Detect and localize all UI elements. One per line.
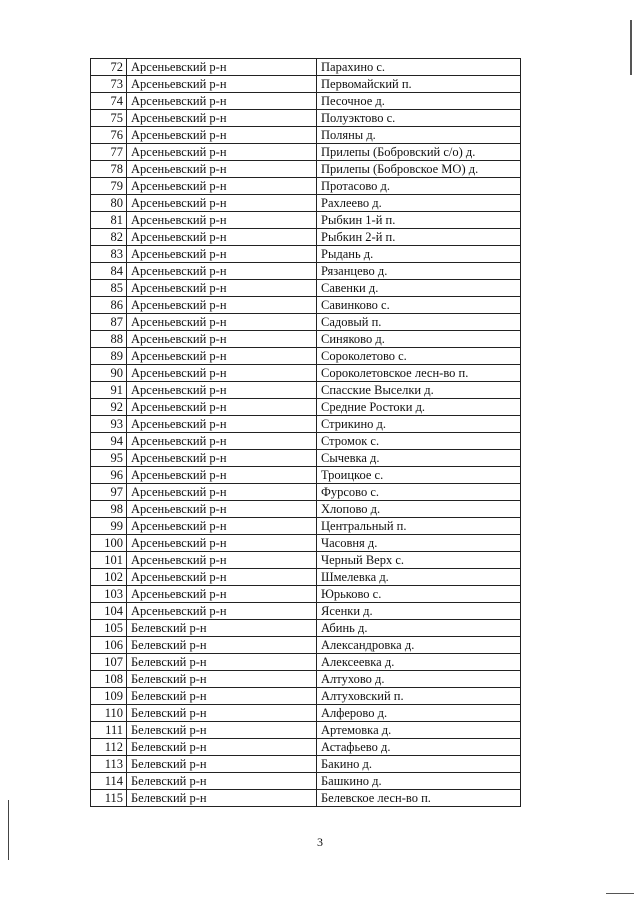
table-row bbox=[91, 773, 521, 790]
table-row bbox=[91, 705, 521, 722]
table-row bbox=[91, 450, 521, 467]
district-cell: Арсеньевский р-н bbox=[127, 552, 317, 569]
row-number-cell: 99 bbox=[91, 518, 127, 535]
district-cell: Арсеньевский р-н bbox=[127, 178, 317, 195]
district-cell: Арсеньевский р-н bbox=[127, 127, 317, 144]
table-row bbox=[91, 229, 521, 246]
settlement-cell: Спасские Выселки д. bbox=[317, 382, 521, 399]
table-row bbox=[91, 586, 521, 603]
settlement-cell: Рязанцево д. bbox=[317, 263, 521, 280]
district-cell: Арсеньевский р-н bbox=[127, 433, 317, 450]
settlement-cell: Центральный п. bbox=[317, 518, 521, 535]
table-row bbox=[91, 59, 521, 76]
table-row bbox=[91, 144, 521, 161]
table-row bbox=[91, 654, 521, 671]
district-cell: Арсеньевский р-н bbox=[127, 484, 317, 501]
table-row bbox=[91, 331, 521, 348]
district-cell: Арсеньевский р-н bbox=[127, 297, 317, 314]
district-cell: Арсеньевский р-н bbox=[127, 212, 317, 229]
table-row bbox=[91, 756, 521, 773]
table-row bbox=[91, 790, 521, 807]
settlement-cell: Артемовка д. bbox=[317, 722, 521, 739]
settlement-cell: Рахлеево д. bbox=[317, 195, 521, 212]
row-number-cell: 106 bbox=[91, 637, 127, 654]
table-row bbox=[91, 518, 521, 535]
settlement-cell: Первомайский п. bbox=[317, 76, 521, 93]
settlement-cell: Сороколетово с. bbox=[317, 348, 521, 365]
settlement-cell: Ясенки д. bbox=[317, 603, 521, 620]
settlement-cell: Алферово д. bbox=[317, 705, 521, 722]
settlement-cell: Фурсово с. bbox=[317, 484, 521, 501]
table-row bbox=[91, 246, 521, 263]
row-number-cell: 85 bbox=[91, 280, 127, 297]
district-cell: Арсеньевский р-н bbox=[127, 263, 317, 280]
row-number-cell: 115 bbox=[91, 790, 127, 807]
settlement-cell: Сычевка д. bbox=[317, 450, 521, 467]
row-number-cell: 114 bbox=[91, 773, 127, 790]
settlement-cell: Алексеевка д. bbox=[317, 654, 521, 671]
settlement-cell: Протасово д. bbox=[317, 178, 521, 195]
table-row bbox=[91, 314, 521, 331]
table-row bbox=[91, 399, 521, 416]
row-number-cell: 77 bbox=[91, 144, 127, 161]
settlement-cell: Савенки д. bbox=[317, 280, 521, 297]
scan-margin-mark bbox=[8, 800, 9, 860]
table-row bbox=[91, 195, 521, 212]
scan-margin-mark bbox=[606, 893, 634, 894]
settlement-cell: Башкино д. bbox=[317, 773, 521, 790]
district-cell: Арсеньевский р-н bbox=[127, 450, 317, 467]
row-number-cell: 110 bbox=[91, 705, 127, 722]
table-row bbox=[91, 178, 521, 195]
district-cell: Арсеньевский р-н bbox=[127, 59, 317, 76]
district-cell: Арсеньевский р-н bbox=[127, 416, 317, 433]
table-row bbox=[91, 263, 521, 280]
district-cell: Белевский р-н bbox=[127, 637, 317, 654]
table-row bbox=[91, 467, 521, 484]
table-row bbox=[91, 671, 521, 688]
row-number-cell: 102 bbox=[91, 569, 127, 586]
district-cell: Арсеньевский р-н bbox=[127, 569, 317, 586]
row-number-cell: 96 bbox=[91, 467, 127, 484]
district-cell: Арсеньевский р-н bbox=[127, 365, 317, 382]
table-row bbox=[91, 484, 521, 501]
row-number-cell: 103 bbox=[91, 586, 127, 603]
table-row bbox=[91, 552, 521, 569]
row-number-cell: 90 bbox=[91, 365, 127, 382]
row-number-cell: 112 bbox=[91, 739, 127, 756]
settlement-cell: Полуэктово с. bbox=[317, 110, 521, 127]
table-row bbox=[91, 739, 521, 756]
district-cell: Арсеньевский р-н bbox=[127, 331, 317, 348]
row-number-cell: 78 bbox=[91, 161, 127, 178]
row-number-cell: 105 bbox=[91, 620, 127, 637]
settlement-cell: Стромок с. bbox=[317, 433, 521, 450]
settlement-cell: Рыбкин 1-й п. bbox=[317, 212, 521, 229]
settlement-cell: Абинь д. bbox=[317, 620, 521, 637]
row-number-cell: 97 bbox=[91, 484, 127, 501]
page-number: 3 bbox=[317, 835, 323, 849]
district-cell: Белевский р-н bbox=[127, 773, 317, 790]
row-number-cell: 100 bbox=[91, 535, 127, 552]
settlement-cell: Алтуховский п. bbox=[317, 688, 521, 705]
district-cell: Арсеньевский р-н bbox=[127, 314, 317, 331]
settlements-table bbox=[90, 58, 521, 807]
row-number-cell: 95 bbox=[91, 450, 127, 467]
row-number-cell: 94 bbox=[91, 433, 127, 450]
district-cell: Арсеньевский р-н bbox=[127, 535, 317, 552]
table-row bbox=[91, 280, 521, 297]
settlement-cell: Савинково с. bbox=[317, 297, 521, 314]
row-number-cell: 82 bbox=[91, 229, 127, 246]
settlement-cell: Прилепы (Бобровское МО) д. bbox=[317, 161, 521, 178]
settlement-cell: Хлопово д. bbox=[317, 501, 521, 518]
scan-margin-mark bbox=[630, 20, 632, 75]
settlement-cell: Садовый п. bbox=[317, 314, 521, 331]
row-number-cell: 93 bbox=[91, 416, 127, 433]
row-number-cell: 80 bbox=[91, 195, 127, 212]
table-row bbox=[91, 620, 521, 637]
district-cell: Арсеньевский р-н bbox=[127, 518, 317, 535]
settlement-cell: Астафьево д. bbox=[317, 739, 521, 756]
row-number-cell: 86 bbox=[91, 297, 127, 314]
settlement-cell: Сороколетовское лесн-во п. bbox=[317, 365, 521, 382]
row-number-cell: 88 bbox=[91, 331, 127, 348]
table-body bbox=[91, 59, 521, 807]
row-number-cell: 101 bbox=[91, 552, 127, 569]
district-cell: Белевский р-н bbox=[127, 705, 317, 722]
table-row bbox=[91, 382, 521, 399]
row-number-cell: 89 bbox=[91, 348, 127, 365]
settlement-cell: Поляны д. bbox=[317, 127, 521, 144]
district-cell: Арсеньевский р-н bbox=[127, 501, 317, 518]
district-cell: Арсеньевский р-н bbox=[127, 161, 317, 178]
settlement-cell: Белевское лесн-во п. bbox=[317, 790, 521, 807]
district-cell: Арсеньевский р-н bbox=[127, 93, 317, 110]
district-cell: Арсеньевский р-н bbox=[127, 382, 317, 399]
row-number-cell: 73 bbox=[91, 76, 127, 93]
settlement-cell: Бакино д. bbox=[317, 756, 521, 773]
settlement-cell: Прилепы (Бобровский с/о) д. bbox=[317, 144, 521, 161]
district-cell: Белевский р-н bbox=[127, 739, 317, 756]
district-cell: Арсеньевский р-н bbox=[127, 229, 317, 246]
district-cell: Белевский р-н bbox=[127, 671, 317, 688]
district-cell: Арсеньевский р-н bbox=[127, 348, 317, 365]
district-cell: Белевский р-н bbox=[127, 722, 317, 739]
settlement-cell: Рыбкин 2-й п. bbox=[317, 229, 521, 246]
settlement-cell: Троицкое с. bbox=[317, 467, 521, 484]
table-row bbox=[91, 212, 521, 229]
table-row bbox=[91, 688, 521, 705]
district-cell: Арсеньевский р-н bbox=[127, 586, 317, 603]
row-number-cell: 74 bbox=[91, 93, 127, 110]
row-number-cell: 87 bbox=[91, 314, 127, 331]
table-row bbox=[91, 722, 521, 739]
row-number-cell: 104 bbox=[91, 603, 127, 620]
table-row bbox=[91, 161, 521, 178]
row-number-cell: 98 bbox=[91, 501, 127, 518]
settlement-cell: Черный Верх с. bbox=[317, 552, 521, 569]
table-row bbox=[91, 365, 521, 382]
settlement-cell: Александровка д. bbox=[317, 637, 521, 654]
settlement-cell: Стрикино д. bbox=[317, 416, 521, 433]
settlement-cell: Часовня д. bbox=[317, 535, 521, 552]
district-cell: Белевский р-н bbox=[127, 756, 317, 773]
row-number-cell: 113 bbox=[91, 756, 127, 773]
row-number-cell: 91 bbox=[91, 382, 127, 399]
row-number-cell: 84 bbox=[91, 263, 127, 280]
district-cell: Арсеньевский р-н bbox=[127, 399, 317, 416]
table-row bbox=[91, 433, 521, 450]
settlement-cell: Шмелевка д. bbox=[317, 569, 521, 586]
settlement-cell: Парахино с. bbox=[317, 59, 521, 76]
table-row bbox=[91, 93, 521, 110]
row-number-cell: 79 bbox=[91, 178, 127, 195]
table-row bbox=[91, 348, 521, 365]
district-cell: Арсеньевский р-н bbox=[127, 280, 317, 297]
district-cell: Арсеньевский р-н bbox=[127, 76, 317, 93]
table-row bbox=[91, 416, 521, 433]
table-row bbox=[91, 76, 521, 93]
settlement-cell: Алтухово д. bbox=[317, 671, 521, 688]
district-cell: Арсеньевский р-н bbox=[127, 603, 317, 620]
table-row bbox=[91, 110, 521, 127]
row-number-cell: 72 bbox=[91, 59, 127, 76]
district-cell: Белевский р-н bbox=[127, 688, 317, 705]
district-cell: Арсеньевский р-н bbox=[127, 467, 317, 484]
settlement-cell: Рыдань д. bbox=[317, 246, 521, 263]
row-number-cell: 108 bbox=[91, 671, 127, 688]
table-row bbox=[91, 637, 521, 654]
row-number-cell: 76 bbox=[91, 127, 127, 144]
table-row bbox=[91, 127, 521, 144]
district-cell: Белевский р-н bbox=[127, 790, 317, 807]
row-number-cell: 111 bbox=[91, 722, 127, 739]
row-number-cell: 107 bbox=[91, 654, 127, 671]
row-number-cell: 109 bbox=[91, 688, 127, 705]
table-row bbox=[91, 569, 521, 586]
district-cell: Белевский р-н bbox=[127, 654, 317, 671]
settlement-cell: Песочное д. bbox=[317, 93, 521, 110]
row-number-cell: 92 bbox=[91, 399, 127, 416]
district-cell: Арсеньевский р-н bbox=[127, 144, 317, 161]
table-row bbox=[91, 297, 521, 314]
table-row bbox=[91, 535, 521, 552]
table-row bbox=[91, 603, 521, 620]
row-number-cell: 83 bbox=[91, 246, 127, 263]
row-number-cell: 75 bbox=[91, 110, 127, 127]
district-cell: Арсеньевский р-н bbox=[127, 195, 317, 212]
district-cell: Арсеньевский р-н bbox=[127, 246, 317, 263]
district-cell: Белевский р-н bbox=[127, 620, 317, 637]
table-row bbox=[91, 501, 521, 518]
settlement-cell: Средние Ростоки д. bbox=[317, 399, 521, 416]
row-number-cell: 81 bbox=[91, 212, 127, 229]
district-cell: Арсеньевский р-н bbox=[127, 110, 317, 127]
settlement-cell: Синяково д. bbox=[317, 331, 521, 348]
settlement-cell: Юрьково с. bbox=[317, 586, 521, 603]
